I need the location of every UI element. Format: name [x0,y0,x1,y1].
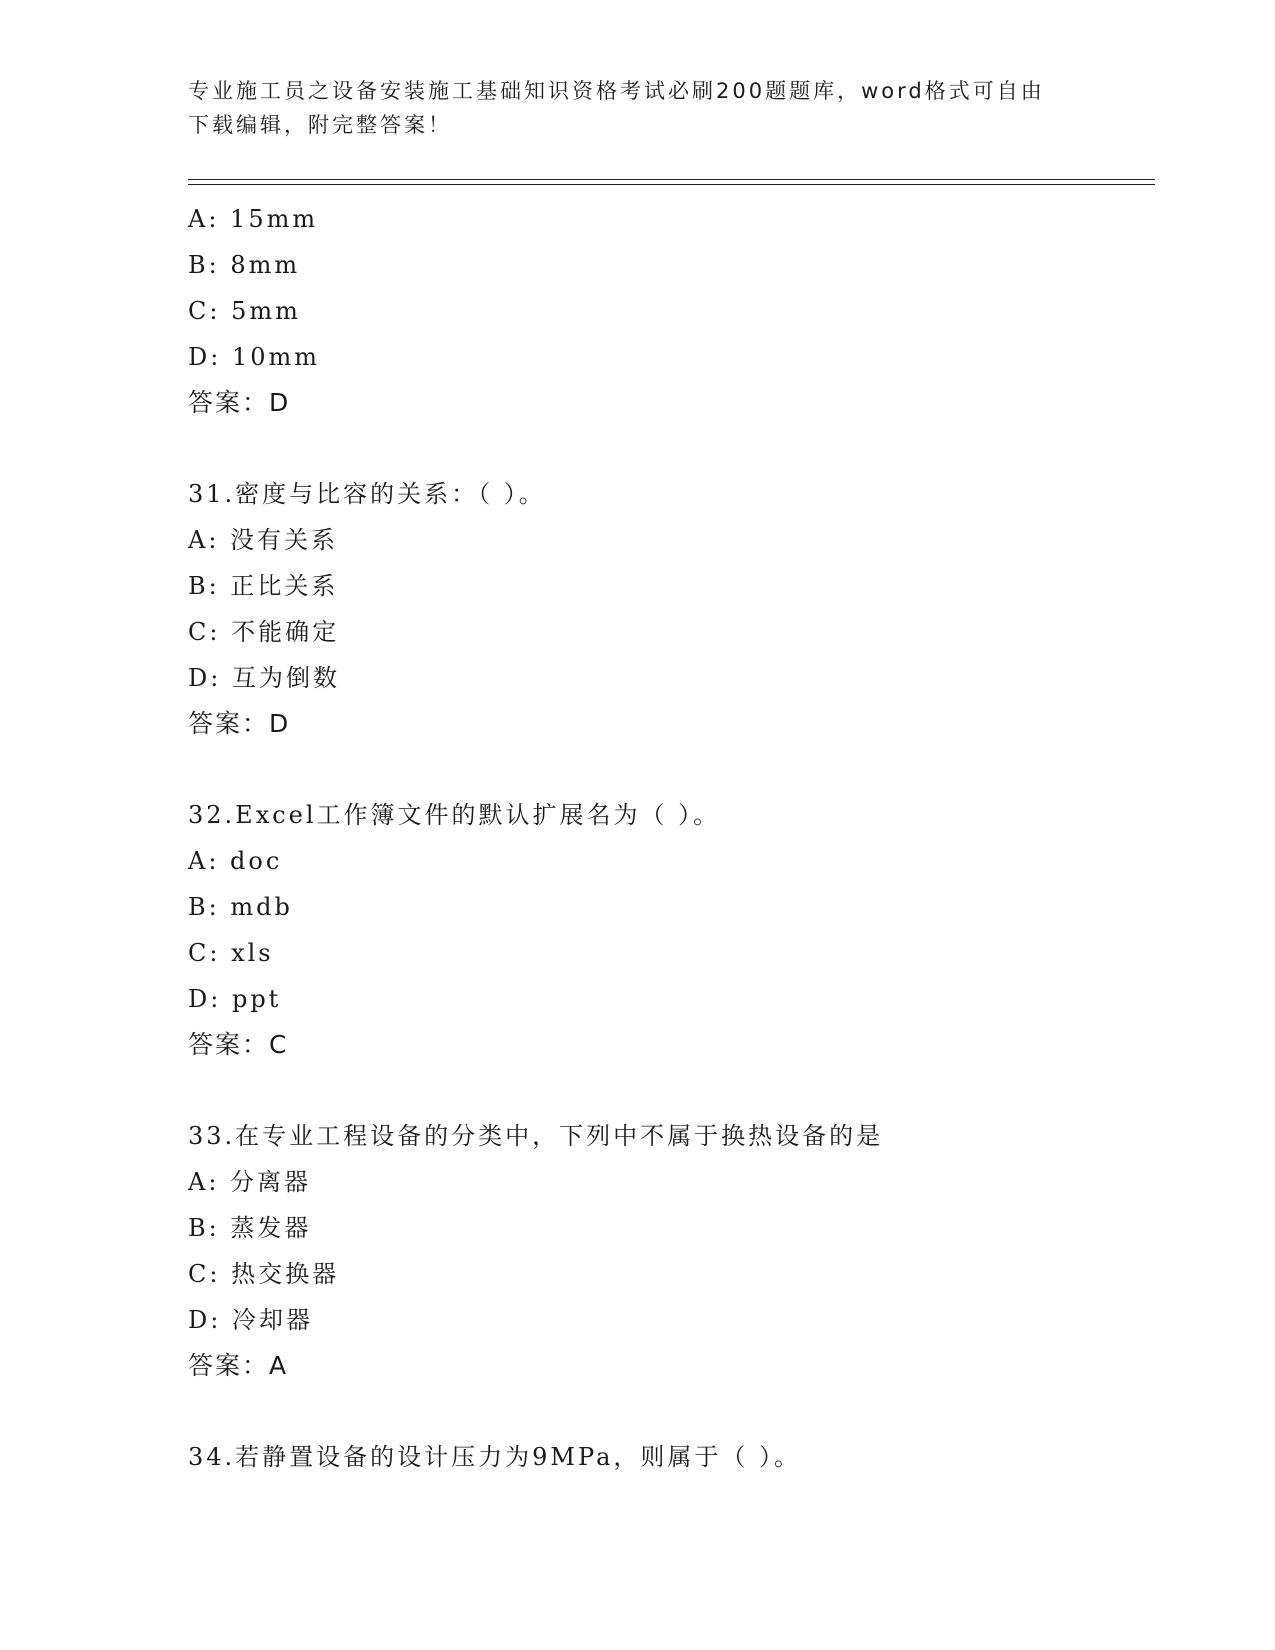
option-b: B: 蒸发器 [188,1214,312,1242]
header-divider-bottom [188,184,1155,185]
option-d: D: 冷却器 [188,1306,313,1334]
question-32 [188,792,1148,1068]
option-b: B: 8mm [188,251,301,279]
option-c: C: 5mm [188,297,301,325]
option-a: A: 分离器 [188,1168,312,1196]
question-31 [188,471,1148,747]
question-30-continued [188,196,1148,426]
spacer [188,747,1148,792]
question-list [188,196,1148,1480]
spacer [188,1389,1148,1434]
option-d: D: ppt [188,985,282,1013]
option-c: C: xls [188,939,274,967]
question-stem: 34.若静置设备的设计压力为9MPa，则属于（ ）。 [188,1443,802,1471]
option-c: C: 不能确定 [188,618,340,646]
option-c: C: 热交换器 [188,1260,340,1288]
document-title: 专业施工员之设备安装施工基础知识资格考试必刷200题题库，word格式可自由下载编辑，附完整答案！ [188,79,1045,137]
answer: 答案：C [188,1030,289,1059]
spacer [188,1068,1148,1113]
spacer [188,426,1148,471]
answer: 答案：A [188,1351,289,1380]
option-d: D: 互为倒数 [188,664,340,692]
answer: 答案：D [188,388,291,417]
option-a: A: doc [188,847,283,875]
answer: 答案：D [188,709,291,738]
question-33 [188,1113,1148,1389]
option-b: B: mdb [188,893,293,921]
option-d: D: 10mm [188,343,321,371]
question-stem: 31.密度与比容的关系：（ ）。 [188,480,546,508]
option-a: A: 没有关系 [188,526,339,554]
question-34 [188,1434,1148,1480]
header-divider-top [188,179,1155,180]
option-b: B: 正比关系 [188,572,339,600]
question-stem: 32.Excel工作簿文件的默认扩展名为（ ）。 [188,801,721,829]
question-stem: 33.在专业工程设备的分类中，下列中不属于换热设备的是 [188,1122,884,1150]
option-a: A: 15mm [188,205,319,233]
